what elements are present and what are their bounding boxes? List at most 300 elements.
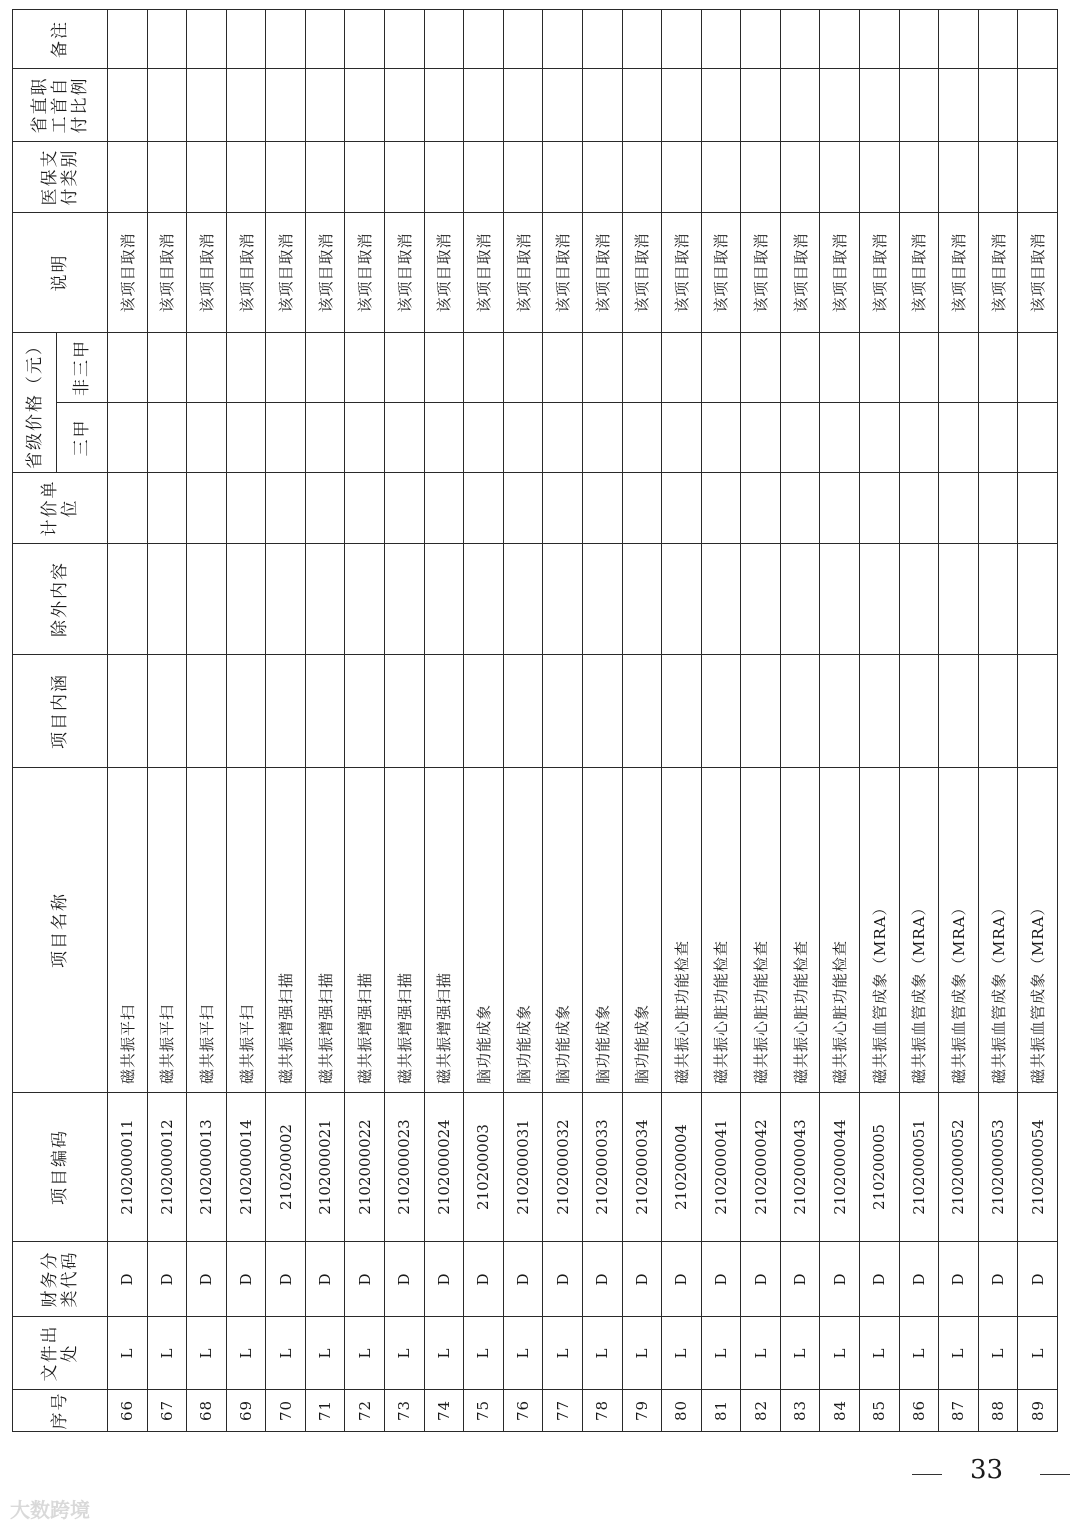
remark-cell xyxy=(226,10,266,69)
exclusions-cell xyxy=(266,544,306,655)
content-cell xyxy=(978,655,1018,768)
remark-cell xyxy=(305,10,345,69)
price-b-cell xyxy=(147,333,187,403)
price-a-cell xyxy=(543,403,583,473)
content-cell xyxy=(741,655,781,768)
exclusions-cell xyxy=(1018,544,1058,655)
item-code-cell: 210200004 xyxy=(662,1093,702,1242)
source-cell: L xyxy=(820,1317,860,1390)
self-pay-cell xyxy=(385,69,425,142)
price-b-cell xyxy=(582,333,622,403)
item-code-cell: 2102000014 xyxy=(226,1093,266,1242)
item-code-cell: 2102000051 xyxy=(899,1093,939,1242)
price-a-cell xyxy=(701,403,741,473)
remark-cell xyxy=(820,10,860,69)
table-row xyxy=(1018,10,1058,1432)
remark-cell xyxy=(543,10,583,69)
item-code-cell: 2102000044 xyxy=(820,1093,860,1242)
pay-type-cell xyxy=(899,142,939,213)
unit-cell xyxy=(187,473,227,544)
fin-code-cell: D xyxy=(622,1242,662,1317)
pay-type-cell xyxy=(939,142,979,213)
fin-code-cell: D xyxy=(385,1242,425,1317)
content-cell xyxy=(543,655,583,768)
item-name-cell: 磁共振心脏功能检查 xyxy=(701,768,741,1093)
price-b-cell xyxy=(543,333,583,403)
source-cell: L xyxy=(503,1317,543,1390)
fin-code-cell: D xyxy=(266,1242,306,1317)
header-item-code: 项目编码 xyxy=(13,1093,108,1242)
pay-type-cell xyxy=(820,142,860,213)
item-name-cell: 磁共振平扫 xyxy=(108,768,148,1093)
self-pay-cell xyxy=(226,69,266,142)
unit-cell xyxy=(266,473,306,544)
remark-cell xyxy=(859,10,899,69)
price-a-cell xyxy=(503,403,543,473)
pay-type-cell xyxy=(701,142,741,213)
table-row xyxy=(464,10,504,1432)
note-cell: 该项目取消 xyxy=(978,213,1018,333)
header-price-a: 三甲 xyxy=(57,403,108,473)
item-code-cell: 2102000041 xyxy=(701,1093,741,1242)
note-cell: 该项目取消 xyxy=(385,213,425,333)
price-b-cell xyxy=(622,333,662,403)
unit-cell xyxy=(385,473,425,544)
pay-type-cell xyxy=(226,142,266,213)
price-table xyxy=(12,9,1058,1432)
seq-cell: 88 xyxy=(978,1390,1018,1432)
self-pay-cell xyxy=(780,69,820,142)
source-cell: L xyxy=(939,1317,979,1390)
unit-cell xyxy=(701,473,741,544)
remark-cell xyxy=(464,10,504,69)
item-name-cell: 磁共振平扫 xyxy=(147,768,187,1093)
price-a-cell xyxy=(424,403,464,473)
watermark: 大数跨境 xyxy=(10,1498,90,1522)
self-pay-cell xyxy=(424,69,464,142)
content-cell xyxy=(1018,655,1058,768)
fin-code-cell: D xyxy=(701,1242,741,1317)
price-a-cell xyxy=(147,403,187,473)
self-pay-cell xyxy=(305,69,345,142)
seq-cell: 74 xyxy=(424,1390,464,1432)
exclusions-cell xyxy=(305,544,345,655)
pay-type-cell xyxy=(266,142,306,213)
price-a-cell xyxy=(108,403,148,473)
remark-cell xyxy=(385,10,425,69)
content-cell xyxy=(662,655,702,768)
price-b-cell xyxy=(305,333,345,403)
self-pay-cell xyxy=(978,69,1018,142)
seq-cell: 83 xyxy=(780,1390,820,1432)
seq-cell: 89 xyxy=(1018,1390,1058,1432)
price-a-cell xyxy=(464,403,504,473)
item-name-cell: 磁共振增强扫描 xyxy=(385,768,425,1093)
note-cell: 该项目取消 xyxy=(820,213,860,333)
exclusions-cell xyxy=(187,544,227,655)
seq-cell: 68 xyxy=(187,1390,227,1432)
content-cell xyxy=(780,655,820,768)
remark-cell xyxy=(266,10,306,69)
content-cell xyxy=(424,655,464,768)
self-pay-cell xyxy=(820,69,860,142)
fin-code-cell: D xyxy=(582,1242,622,1317)
footer-dash-right xyxy=(1040,1474,1070,1475)
header-remark: 备注 xyxy=(13,10,108,69)
note-cell: 该项目取消 xyxy=(780,213,820,333)
fin-code-cell: D xyxy=(939,1242,979,1317)
unit-cell xyxy=(978,473,1018,544)
item-code-cell: 2102000033 xyxy=(582,1093,622,1242)
item-code-cell: 2102000024 xyxy=(424,1093,464,1242)
header-exclusions: 除外内容 xyxy=(13,544,108,655)
source-cell: L xyxy=(345,1317,385,1390)
unit-cell xyxy=(582,473,622,544)
seq-cell: 80 xyxy=(662,1390,702,1432)
price-b-cell xyxy=(741,333,781,403)
header-fin-code: 财务分类代码 xyxy=(13,1242,108,1317)
table-row xyxy=(424,10,464,1432)
exclusions-cell xyxy=(741,544,781,655)
header-note: 说明 xyxy=(13,213,108,333)
content-cell xyxy=(701,655,741,768)
exclusions-cell xyxy=(147,544,187,655)
pay-type-cell xyxy=(662,142,702,213)
fin-code-cell: D xyxy=(662,1242,702,1317)
item-name-cell: 磁共振增强扫描 xyxy=(424,768,464,1093)
source-cell: L xyxy=(622,1317,662,1390)
exclusions-cell xyxy=(543,544,583,655)
item-code-cell: 2102000032 xyxy=(543,1093,583,1242)
table-row xyxy=(899,10,939,1432)
item-code-cell: 2102000012 xyxy=(147,1093,187,1242)
table-row xyxy=(939,10,979,1432)
seq-cell: 87 xyxy=(939,1390,979,1432)
remark-cell xyxy=(741,10,781,69)
fin-code-cell: D xyxy=(108,1242,148,1317)
source-cell: L xyxy=(662,1317,702,1390)
self-pay-cell xyxy=(543,69,583,142)
seq-cell: 86 xyxy=(899,1390,939,1432)
item-name-cell: 磁共振增强扫描 xyxy=(305,768,345,1093)
pay-type-cell xyxy=(424,142,464,213)
self-pay-cell xyxy=(108,69,148,142)
price-b-cell xyxy=(464,333,504,403)
seq-cell: 78 xyxy=(582,1390,622,1432)
note-cell: 该项目取消 xyxy=(147,213,187,333)
table-row xyxy=(108,10,148,1432)
exclusions-cell xyxy=(108,544,148,655)
exclusions-cell xyxy=(385,544,425,655)
remark-cell xyxy=(978,10,1018,69)
header-pay-type: 医保支付类别 xyxy=(13,142,108,213)
note-cell: 该项目取消 xyxy=(543,213,583,333)
seq-cell: 72 xyxy=(345,1390,385,1432)
price-b-cell xyxy=(1018,333,1058,403)
note-cell: 该项目取消 xyxy=(503,213,543,333)
header-unit: 计价单位 xyxy=(13,473,108,544)
rotated-page xyxy=(12,10,1058,1432)
price-b-cell xyxy=(780,333,820,403)
self-pay-cell xyxy=(662,69,702,142)
content-cell xyxy=(464,655,504,768)
item-code-cell: 2102000043 xyxy=(780,1093,820,1242)
fin-code-cell: D xyxy=(859,1242,899,1317)
self-pay-cell xyxy=(701,69,741,142)
self-pay-cell xyxy=(147,69,187,142)
table-body xyxy=(108,10,1058,1432)
remark-cell xyxy=(108,10,148,69)
price-a-cell xyxy=(622,403,662,473)
price-a-cell xyxy=(899,403,939,473)
self-pay-cell xyxy=(503,69,543,142)
item-name-cell: 磁共振血管成象（MRA） xyxy=(859,768,899,1093)
header-source: 文件出处 xyxy=(13,1317,108,1390)
note-cell: 该项目取消 xyxy=(859,213,899,333)
content-cell xyxy=(266,655,306,768)
self-pay-cell xyxy=(582,69,622,142)
content-cell xyxy=(503,655,543,768)
item-name-cell: 脑功能成象 xyxy=(582,768,622,1093)
item-name-cell: 磁共振增强扫描 xyxy=(345,768,385,1093)
fin-code-cell: D xyxy=(503,1242,543,1317)
price-a-cell xyxy=(741,403,781,473)
header-self-pay: 省直职工首自付比例 xyxy=(13,69,108,142)
note-cell: 该项目取消 xyxy=(741,213,781,333)
self-pay-cell xyxy=(899,69,939,142)
item-code-cell: 2102000011 xyxy=(108,1093,148,1242)
self-pay-cell xyxy=(266,69,306,142)
price-a-cell xyxy=(939,403,979,473)
content-cell xyxy=(582,655,622,768)
self-pay-cell xyxy=(622,69,662,142)
unit-cell xyxy=(622,473,662,544)
remark-cell xyxy=(701,10,741,69)
unit-cell xyxy=(345,473,385,544)
pay-type-cell xyxy=(385,142,425,213)
fin-code-cell: D xyxy=(1018,1242,1058,1317)
item-name-cell: 脑功能成象 xyxy=(503,768,543,1093)
item-name-cell: 磁共振增强扫描 xyxy=(266,768,306,1093)
table-row xyxy=(622,10,662,1432)
item-name-cell: 磁共振血管成象（MRA） xyxy=(899,768,939,1093)
pay-type-cell xyxy=(780,142,820,213)
seq-cell: 75 xyxy=(464,1390,504,1432)
fin-code-cell: D xyxy=(187,1242,227,1317)
price-b-cell xyxy=(978,333,1018,403)
exclusions-cell xyxy=(701,544,741,655)
header-seq: 序号 xyxy=(13,1390,108,1432)
fin-code-cell: D xyxy=(226,1242,266,1317)
price-b-cell xyxy=(701,333,741,403)
fin-code-cell: D xyxy=(464,1242,504,1317)
item-name-cell: 脑功能成象 xyxy=(622,768,662,1093)
price-b-cell xyxy=(503,333,543,403)
pay-type-cell xyxy=(622,142,662,213)
seq-cell: 79 xyxy=(622,1390,662,1432)
table-row xyxy=(147,10,187,1432)
source-cell: L xyxy=(305,1317,345,1390)
price-b-cell xyxy=(939,333,979,403)
remark-cell xyxy=(780,10,820,69)
item-code-cell: 2102000042 xyxy=(741,1093,781,1242)
item-code-cell: 2102000023 xyxy=(385,1093,425,1242)
fin-code-cell: D xyxy=(978,1242,1018,1317)
self-pay-cell xyxy=(345,69,385,142)
remark-cell xyxy=(939,10,979,69)
unit-cell xyxy=(108,473,148,544)
unit-cell xyxy=(305,473,345,544)
note-cell: 该项目取消 xyxy=(1018,213,1058,333)
unit-cell xyxy=(820,473,860,544)
source-cell: L xyxy=(226,1317,266,1390)
content-cell xyxy=(345,655,385,768)
source-cell: L xyxy=(582,1317,622,1390)
price-b-cell xyxy=(662,333,702,403)
item-code-cell: 210200002 xyxy=(266,1093,306,1242)
item-code-cell: 2102000034 xyxy=(622,1093,662,1242)
pay-type-cell xyxy=(582,142,622,213)
content-cell xyxy=(939,655,979,768)
seq-cell: 66 xyxy=(108,1390,148,1432)
item-name-cell: 脑功能成象 xyxy=(543,768,583,1093)
exclusions-cell xyxy=(820,544,860,655)
exclusions-cell xyxy=(464,544,504,655)
table-row xyxy=(305,10,345,1432)
seq-cell: 77 xyxy=(543,1390,583,1432)
item-name-cell: 磁共振心脏功能检查 xyxy=(780,768,820,1093)
remark-cell xyxy=(147,10,187,69)
page-number: 33 xyxy=(970,1455,1004,1485)
table-row xyxy=(385,10,425,1432)
source-cell: L xyxy=(1018,1317,1058,1390)
source-cell: L xyxy=(543,1317,583,1390)
note-cell: 该项目取消 xyxy=(899,213,939,333)
price-b-cell xyxy=(187,333,227,403)
unit-cell xyxy=(147,473,187,544)
header-price-b: 非三甲 xyxy=(57,333,108,403)
seq-cell: 82 xyxy=(741,1390,781,1432)
note-cell: 该项目取消 xyxy=(662,213,702,333)
pay-type-cell xyxy=(345,142,385,213)
price-b-cell xyxy=(820,333,860,403)
table-row xyxy=(582,10,622,1432)
unit-cell xyxy=(780,473,820,544)
table-row xyxy=(859,10,899,1432)
source-cell: L xyxy=(108,1317,148,1390)
self-pay-cell xyxy=(1018,69,1058,142)
remark-cell xyxy=(187,10,227,69)
pay-type-cell xyxy=(543,142,583,213)
exclusions-cell xyxy=(503,544,543,655)
exclusions-cell xyxy=(939,544,979,655)
item-name-cell: 磁共振血管成象（MRA） xyxy=(1018,768,1058,1093)
item-code-cell: 210200003 xyxy=(464,1093,504,1242)
table-row xyxy=(503,10,543,1432)
item-code-cell: 2102000052 xyxy=(939,1093,979,1242)
unit-cell xyxy=(1018,473,1058,544)
self-pay-cell xyxy=(464,69,504,142)
content-cell xyxy=(859,655,899,768)
note-cell: 该项目取消 xyxy=(582,213,622,333)
note-cell: 该项目取消 xyxy=(622,213,662,333)
content-cell xyxy=(820,655,860,768)
pay-type-cell xyxy=(978,142,1018,213)
pay-type-cell xyxy=(305,142,345,213)
item-code-cell: 2102000021 xyxy=(305,1093,345,1242)
remark-cell xyxy=(503,10,543,69)
exclusions-cell xyxy=(780,544,820,655)
remark-cell xyxy=(622,10,662,69)
seq-cell: 76 xyxy=(503,1390,543,1432)
note-cell: 该项目取消 xyxy=(701,213,741,333)
fin-code-cell: D xyxy=(741,1242,781,1317)
pay-type-cell xyxy=(464,142,504,213)
price-a-cell xyxy=(345,403,385,473)
note-cell: 该项目取消 xyxy=(424,213,464,333)
item-code-cell: 2102000054 xyxy=(1018,1093,1058,1242)
unit-cell xyxy=(464,473,504,544)
remark-cell xyxy=(345,10,385,69)
content-cell xyxy=(147,655,187,768)
price-a-cell xyxy=(385,403,425,473)
note-cell: 该项目取消 xyxy=(226,213,266,333)
exclusions-cell xyxy=(662,544,702,655)
table-row xyxy=(226,10,266,1432)
item-code-cell: 2102000031 xyxy=(503,1093,543,1242)
price-a-cell xyxy=(226,403,266,473)
item-code-cell: 2102000022 xyxy=(345,1093,385,1242)
exclusions-cell xyxy=(859,544,899,655)
source-cell: L xyxy=(859,1317,899,1390)
source-cell: L xyxy=(780,1317,820,1390)
table-row xyxy=(701,10,741,1432)
source-cell: L xyxy=(147,1317,187,1390)
remark-cell xyxy=(424,10,464,69)
seq-cell: 71 xyxy=(305,1390,345,1432)
unit-cell xyxy=(741,473,781,544)
seq-cell: 85 xyxy=(859,1390,899,1432)
exclusions-cell xyxy=(978,544,1018,655)
unit-cell xyxy=(939,473,979,544)
exclusions-cell xyxy=(899,544,939,655)
price-b-cell xyxy=(108,333,148,403)
unit-cell xyxy=(899,473,939,544)
fin-code-cell: D xyxy=(424,1242,464,1317)
content-cell xyxy=(305,655,345,768)
seq-cell: 69 xyxy=(226,1390,266,1432)
price-a-cell xyxy=(266,403,306,473)
price-b-cell xyxy=(266,333,306,403)
note-cell: 该项目取消 xyxy=(108,213,148,333)
header-item-name: 项目名称 xyxy=(13,768,108,1093)
seq-cell: 70 xyxy=(266,1390,306,1432)
remark-cell xyxy=(582,10,622,69)
seq-cell: 67 xyxy=(147,1390,187,1432)
unit-cell xyxy=(226,473,266,544)
unit-cell xyxy=(503,473,543,544)
unit-cell xyxy=(859,473,899,544)
exclusions-cell xyxy=(424,544,464,655)
price-a-cell xyxy=(582,403,622,473)
note-cell: 该项目取消 xyxy=(939,213,979,333)
footer-dash-left xyxy=(912,1474,942,1475)
item-name-cell: 磁共振心脏功能检查 xyxy=(741,768,781,1093)
price-b-cell xyxy=(424,333,464,403)
table-row xyxy=(543,10,583,1432)
price-a-cell xyxy=(662,403,702,473)
price-b-cell xyxy=(385,333,425,403)
